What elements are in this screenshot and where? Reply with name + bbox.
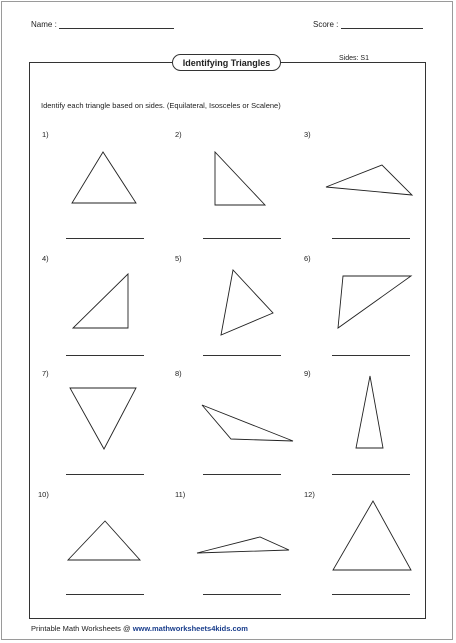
triangle-5 (221, 270, 273, 335)
answer-line[interactable] (203, 355, 281, 356)
worksheet-title: Identifying Triangles (172, 54, 281, 71)
question-number: 6) (304, 254, 311, 263)
question-number: 9) (304, 369, 311, 378)
triangle-7 (70, 388, 136, 449)
question-number: 5) (175, 254, 182, 263)
answer-line[interactable] (203, 474, 281, 475)
question-number: 12) (304, 490, 315, 499)
answer-line[interactable] (66, 238, 144, 239)
triangle-10 (68, 521, 140, 560)
set-label: Sides: S1 (339, 55, 369, 62)
question-number: 1) (42, 130, 49, 139)
triangle-4 (73, 274, 128, 328)
footer-text: Printable Math Worksheets @ (31, 624, 131, 633)
footer (31, 624, 248, 633)
answer-line[interactable] (332, 594, 410, 595)
answer-line[interactable] (332, 238, 410, 239)
triangle-3 (326, 165, 412, 195)
answer-line[interactable] (332, 474, 410, 475)
score-label: Score : (313, 20, 339, 29)
triangle-2 (215, 152, 265, 205)
answer-line[interactable] (332, 355, 410, 356)
triangle-9 (356, 376, 383, 448)
triangle-1 (72, 152, 136, 203)
question-number: 4) (42, 254, 49, 263)
footer-link[interactable]: www.mathworksheets4kids.com (132, 624, 248, 633)
triangle-8 (202, 405, 293, 441)
triangle-11 (197, 537, 289, 553)
question-number: 11) (175, 490, 186, 499)
instructions: Identify each triangle based on sides. (Equilateral, Isosceles or Scalene) (41, 101, 281, 110)
question-number: 2) (175, 130, 182, 139)
answer-line[interactable] (66, 474, 144, 475)
answer-line[interactable] (66, 594, 144, 595)
question-number: 7) (42, 369, 49, 378)
answer-line[interactable] (203, 594, 281, 595)
triangle-6 (338, 276, 411, 328)
answer-line[interactable] (66, 355, 144, 356)
question-number: 10) (38, 490, 49, 499)
answer-line[interactable] (203, 238, 281, 239)
name-label: Name : (31, 20, 57, 29)
question-number: 8) (175, 369, 182, 378)
question-number: 3) (304, 130, 311, 139)
triangle-12 (333, 501, 411, 570)
